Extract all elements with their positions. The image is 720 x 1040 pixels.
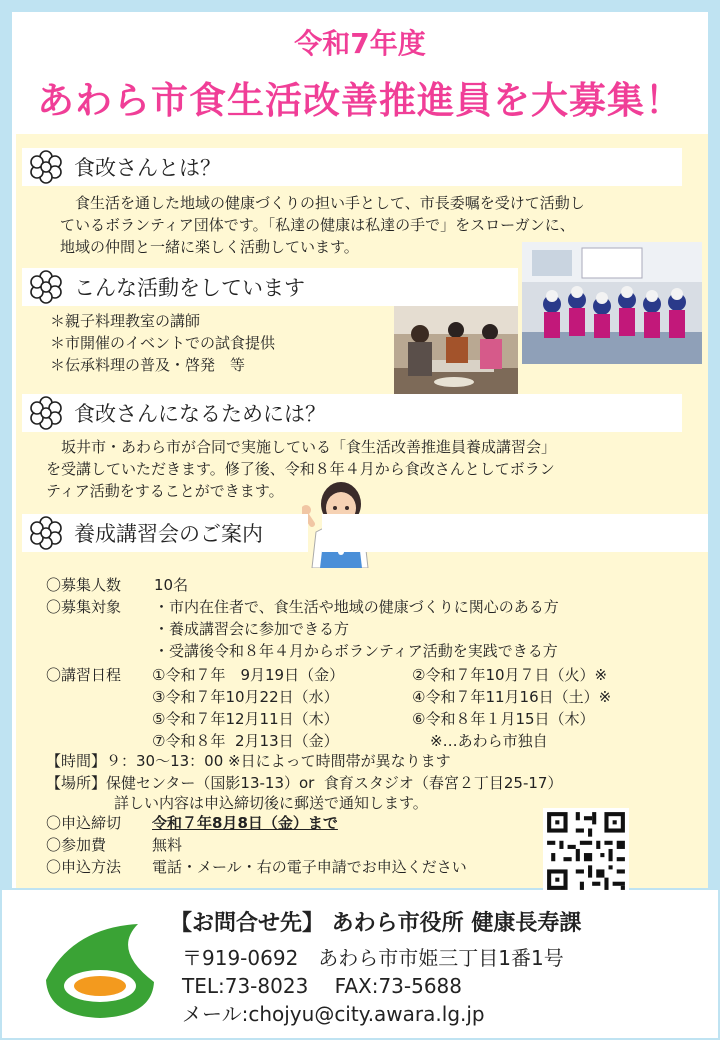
activity-photo-group <box>522 242 702 364</box>
page-title: あわら市食生活改善推進員を大募集！ <box>37 79 683 122</box>
fee-value: 無料 <box>152 836 183 854</box>
method-label: 〇申込方法 <box>46 858 122 876</box>
section-heading-text: 食改さんになるためには？ <box>74 402 326 426</box>
contact-phone-fax: TEL:73-8023 FAX:73-5688 <box>182 974 463 998</box>
group-photo-illustration <box>522 242 702 364</box>
schedule-date: ⑦令和８年 2月13日（金） <box>152 732 339 750</box>
schedule-date: ⑤令和７年12月11日（木） <box>152 710 339 728</box>
schedule-date: ①令和７年 9月19日（金） <box>152 666 345 684</box>
schedule-label: 〇講習日程 <box>46 666 122 684</box>
target-label: 〇募集対象 <box>46 598 122 616</box>
how-to-join-line: 坂井市・あわら市が合同で実施している「食生活改善推進員養成講習会」 <box>46 438 557 456</box>
flower-icon <box>28 269 64 305</box>
about-line: ているボランティア団体です。「私達の健康は私達の手で」をスローガンに、 <box>60 216 575 234</box>
heading-bar-extension <box>322 514 708 552</box>
time-line: 【時間】９：30～13：00 ※日によって時間帯が異なります <box>46 752 451 770</box>
schedule-date: ⑥令和８年１月15日（木） <box>412 710 595 728</box>
how-to-join-line: を受講していただきます。修了後、令和８年４月から食改さんとしてボラン <box>46 460 555 478</box>
flower-icon <box>28 515 64 551</box>
recruit-label: 〇募集人数 <box>46 576 122 594</box>
method-value: 電話・メール・右の電子申請でお申込ください <box>152 858 467 876</box>
section-heading-text: 養成講習会のご案内 <box>74 522 263 546</box>
activity-item: ＊伝承料理の普及・啓発 等 <box>50 356 246 374</box>
flower-icon <box>28 149 64 185</box>
activity-item: ＊親子料理教室の講師 <box>50 312 201 330</box>
flower-icon <box>28 395 64 431</box>
about-line: 食生活を通した地域の健康づくりの担い手として、市長委嘱を受けて活動し <box>60 194 585 212</box>
deadline-value: 令和７年8月8日（金）まで <box>152 814 338 832</box>
fee-label: 〇参加費 <box>46 836 107 854</box>
schedule-date: ④令和７年11月16日（土）※ <box>412 688 612 706</box>
place-line: 【場所】保健センター（国影13-13）or 食育スタジオ（春宮２丁目25-17） <box>46 774 563 792</box>
city-logo-icon <box>42 920 160 1020</box>
activity-item: ＊市開催のイベントでの試食提供 <box>50 334 276 352</box>
schedule-date: ②令和７年10月７日（火）※ <box>412 666 608 684</box>
section-heading-course-info <box>22 514 308 552</box>
schedule-note: ※…あわら市独自 <box>430 732 548 750</box>
deadline-label: 〇申込締切 <box>46 814 122 832</box>
place-note: 詳しい内容は申込締切後に郵送で通知します。 <box>114 794 428 812</box>
contact-address: 〒919-0692 あわら市市姫三丁目1番1号 <box>182 946 564 970</box>
contact-title: 【お問合せ先】 あわら市役所 健康長寿課 <box>170 911 582 936</box>
year-label: 令和7年度 <box>294 27 426 60</box>
section-heading-text: こんな活動をしています <box>74 276 305 300</box>
contact-email[interactable]: メール:chojyu@city.awara.lg.jp <box>182 1002 485 1026</box>
target-item: ・市内在住者で、食生活や地域の健康づくりに関心のある方 <box>154 598 559 616</box>
about-line: 地域の仲間と一緒に楽しく活動しています。 <box>60 238 359 256</box>
section-heading-how-to-join <box>22 394 682 432</box>
qr-code-icon[interactable] <box>542 808 630 894</box>
how-to-join-line: ティア活動をすることができます。 <box>46 482 284 500</box>
activity-photo-cooking <box>394 304 518 402</box>
section-heading-activities <box>22 268 518 306</box>
recruit-value: 10名 <box>154 576 189 594</box>
target-item: ・受講後令和８年４月からボランティア活動を実践できる方 <box>154 642 558 660</box>
schedule-date: ③令和７年10月22日（水） <box>152 688 339 706</box>
section-heading-text: 食改さんとは？ <box>74 156 221 180</box>
cooking-photo-illustration <box>394 304 518 402</box>
section-heading-about <box>22 148 682 186</box>
target-item: ・養成講習会に参加できる方 <box>154 620 350 638</box>
